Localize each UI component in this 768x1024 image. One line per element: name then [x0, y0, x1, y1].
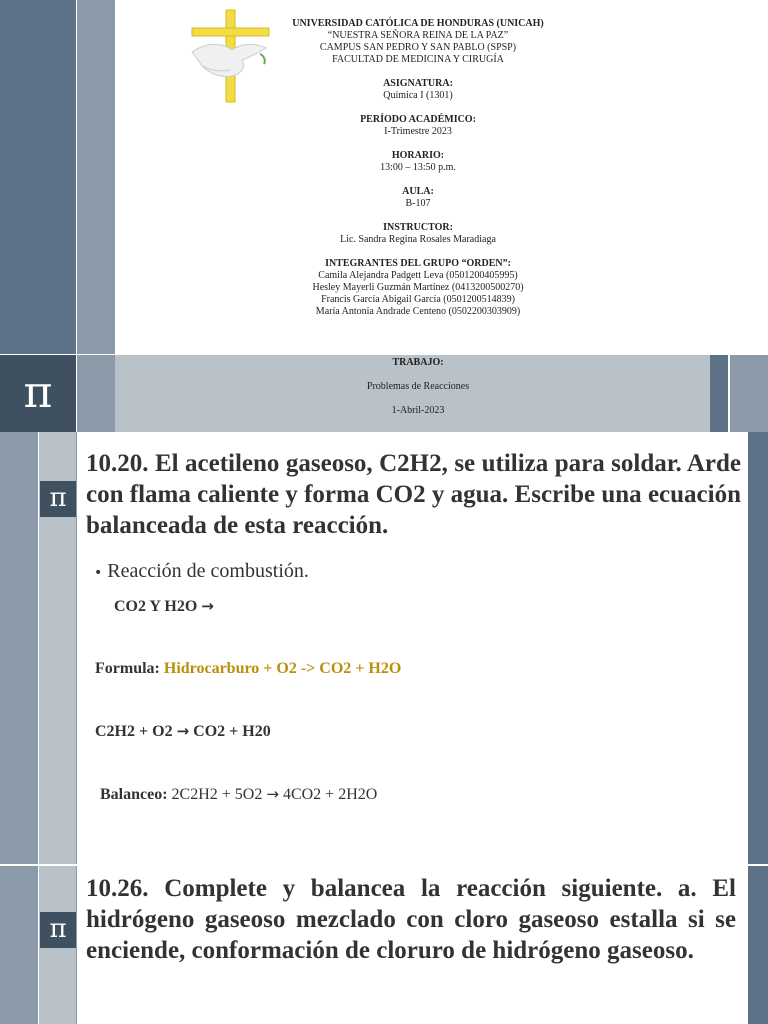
pi-icon: π: [49, 914, 67, 944]
group-label: INTEGRANTES DEL GRUPO “ORDEN”:: [325, 258, 511, 269]
slide3-pi-box: [40, 912, 76, 948]
subject-label: ASIGNATURA:: [383, 78, 453, 89]
cover-band-stripe-light: [730, 355, 768, 432]
work-title: Problemas de Reacciones: [366, 381, 470, 392]
slide2-left-column-dark: [0, 432, 38, 864]
cover-band-stripe-dark: [710, 355, 728, 432]
arrow-icon: →: [266, 785, 279, 803]
balance-label: Balanceo:: [100, 786, 168, 803]
balance-right: 4CO2 + 2H2O: [282, 786, 378, 803]
instructor-label: INSTRUCTOR:: [383, 222, 453, 233]
slide2-pi-box: [40, 481, 76, 517]
university-motto: “NUESTRA SEÑORA REINA DE LA PAZ”: [327, 30, 509, 41]
schedule-label: HORARIO:: [391, 150, 445, 161]
slide3-right-bar: [748, 866, 768, 1024]
slide2-right-bar: [748, 432, 768, 864]
room-value: B-107: [405, 198, 431, 209]
room-label: AULA:: [402, 186, 434, 197]
balance-left: 2C2H2 + 5O2: [171, 786, 263, 803]
slide2-left-rule: [76, 432, 77, 864]
university-name: UNIVERSIDAD CATÓLICA DE HONDURAS (UNICAH): [292, 18, 544, 29]
bullet-text: Reacción de combustión.: [107, 560, 309, 582]
slide3-left-rule: [76, 866, 77, 1024]
faculty-name: FACULTAD DE MEDICINA Y CIRUGÍA: [332, 54, 504, 65]
products-line: [114, 597, 214, 616]
member-item: Francis García Abigail García (0501200514839): [321, 294, 515, 305]
subject-value: Química I (1301): [383, 90, 453, 101]
formula-body: Hidrocarburo + O2 -> CO2 + H2O: [163, 660, 402, 677]
period-label: PERÍODO ACADÉMICO:: [360, 114, 476, 125]
arrow-icon: →: [176, 722, 190, 740]
pi-icon: π: [49, 483, 67, 513]
problem-heading: 10.20. El acetileno gaseoso, C2H2, se utiliza para soldar. Arde con flama caliente y forma CO2 y agua. Escribe una ecuación balanceada de esta reacción.: [86, 450, 741, 539]
period-value: I-Trimestre 2023: [384, 126, 452, 137]
cover-left-column-light: [77, 0, 115, 432]
bullet-marker: •: [94, 565, 103, 581]
equation-right: CO2 + H20: [193, 723, 271, 740]
formula-label: Formula:: [95, 660, 160, 677]
problem-heading: 10.26. Complete y balancea la reacción siguiente. a. El hidrógeno gaseoso mezclado con cloro gaseoso estalla si se enciende, conformación de cloruro de hidrógeno gaseoso.: [86, 875, 736, 964]
slide3-left-column-dark: [0, 866, 38, 1024]
arrow-icon: →: [201, 597, 214, 615]
work-date: 1-Abril-2023: [391, 405, 445, 416]
campus-name: CAMPUS SAN PEDRO Y SAN PABLO (SPSP): [319, 42, 517, 53]
member-item: María Antonia Andrade Centeno (0502200303909): [315, 306, 521, 317]
formula-line: [95, 660, 401, 678]
equation-line: [95, 722, 271, 741]
equation-left: C2H2 + O2: [95, 723, 173, 740]
balance-line: [100, 785, 377, 804]
member-item: Camila Alejandra Padgett Leva (0501200405995): [318, 270, 518, 281]
member-item: Hesley Mayerli Guzmán Martínez (0413200500270): [312, 282, 524, 293]
cover-header: [240, 18, 596, 318]
pi-icon: π: [23, 367, 53, 418]
bullet-item: [94, 560, 309, 583]
products-text: CO2 Y H2O: [114, 598, 198, 615]
instructor-value: Lic. Sandra Regina Rosales Maradiaga: [340, 234, 496, 245]
work-label: TRABAJO:: [392, 357, 444, 368]
schedule-value: 13:00 – 13:50 p.m.: [380, 162, 456, 173]
cover-divider: [0, 354, 768, 355]
